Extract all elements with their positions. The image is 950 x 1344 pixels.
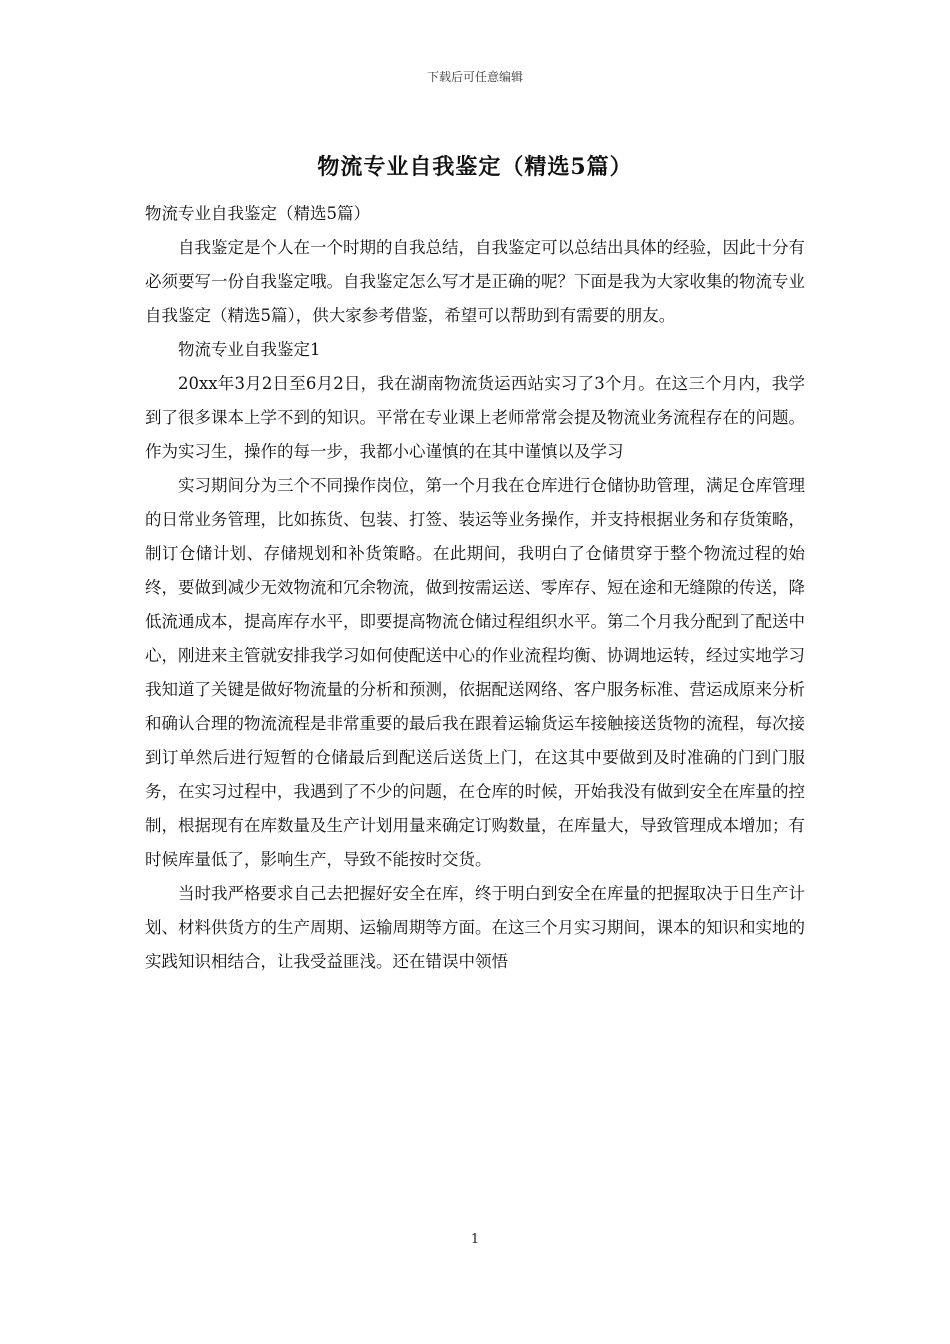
intro-paragraph: 自我鉴定是个人在一个时期的自我总结，自我鉴定可以总结出具体的经验，因此十分有必须要写一份自我鉴定哦。自我鉴定怎么写才是正确的呢？下面是我为大家收集的物流专业自我鉴定（精选5篇），供大家参考借鉴，希望可以帮助到有需要的朋友。 xyxy=(145,238,805,325)
page-header: 下载后可任意编辑 xyxy=(426,70,523,84)
document-body xyxy=(145,197,805,979)
page-number: 1 xyxy=(470,1232,480,1247)
document-title: 物流专业自我鉴定（精选5篇） xyxy=(317,154,633,180)
subtitle-paragraph: 物流专业自我鉴定（精选5篇） xyxy=(145,204,370,223)
body-paragraph: 实习期间分为三个不同操作岗位，第一个月我在仓库进行仓储协助管理，满足仓库管理的日常业务管理，比如拣货、包装、打签、装运等业务操作，并支持根据业务和存货策略，制订仓储计划、存储规划和补货策略。在此期间，我明白了仓储贯穿于整个物流过程的始终，要做到减少无效物流和冗余物流，做到按需运送、零库存、短在途和无缝隙的传送，降低流通成本，提高库存水平，即要提高物流仓储过程组织水平。第二个月我分配到了配送中心，刚进来主管就安排我学习如何使配送中心的作业流程均衡、协调地运转，经过实地学习我知道了关键是做好物流量的分析和预测，依据配送网络、客户服务标准、营运成原来分析和确认合理的物流流程是非常重要的最后我在跟着运输货运车接触接送货物的流程，每次接到订单然后进行短暂的仓储最后到配送后送货上门，在这其中要做到及时准确的门到门服务，在实习过程中，我遇到了不少的问题，在仓库的时候，开始我没有做到安全在库量的控制，根据现有在库数量及生产计划用量来确定订购数量，在库量大，导致管理成本增加；有时候库量低了，影响生产，导致不能按时交货。 xyxy=(145,476,805,869)
body-paragraph: 20xx年3月2日至6月2日，我在湖南物流货运西站实习了3个月。在这三个月内，我学到了很多课本上学不到的知识。平常在专业课上老师常常会提及物流业务流程存在的问题。作为实习生，操作的每一步，我都小心谨慎的在其中谨慎以及学习 xyxy=(145,374,805,461)
section-heading: 物流专业自我鉴定1 xyxy=(178,340,321,359)
body-paragraph: 当时我严格要求自己去把握好安全在库，终于明白到安全在库量的把握取决于日生产计划、材料供货方的生产周期、运输周期等方面。在这三个月实习期间，课本的知识和实地的实践知识相结合，让我受益匪浅。还在错误中领悟 xyxy=(145,884,805,971)
